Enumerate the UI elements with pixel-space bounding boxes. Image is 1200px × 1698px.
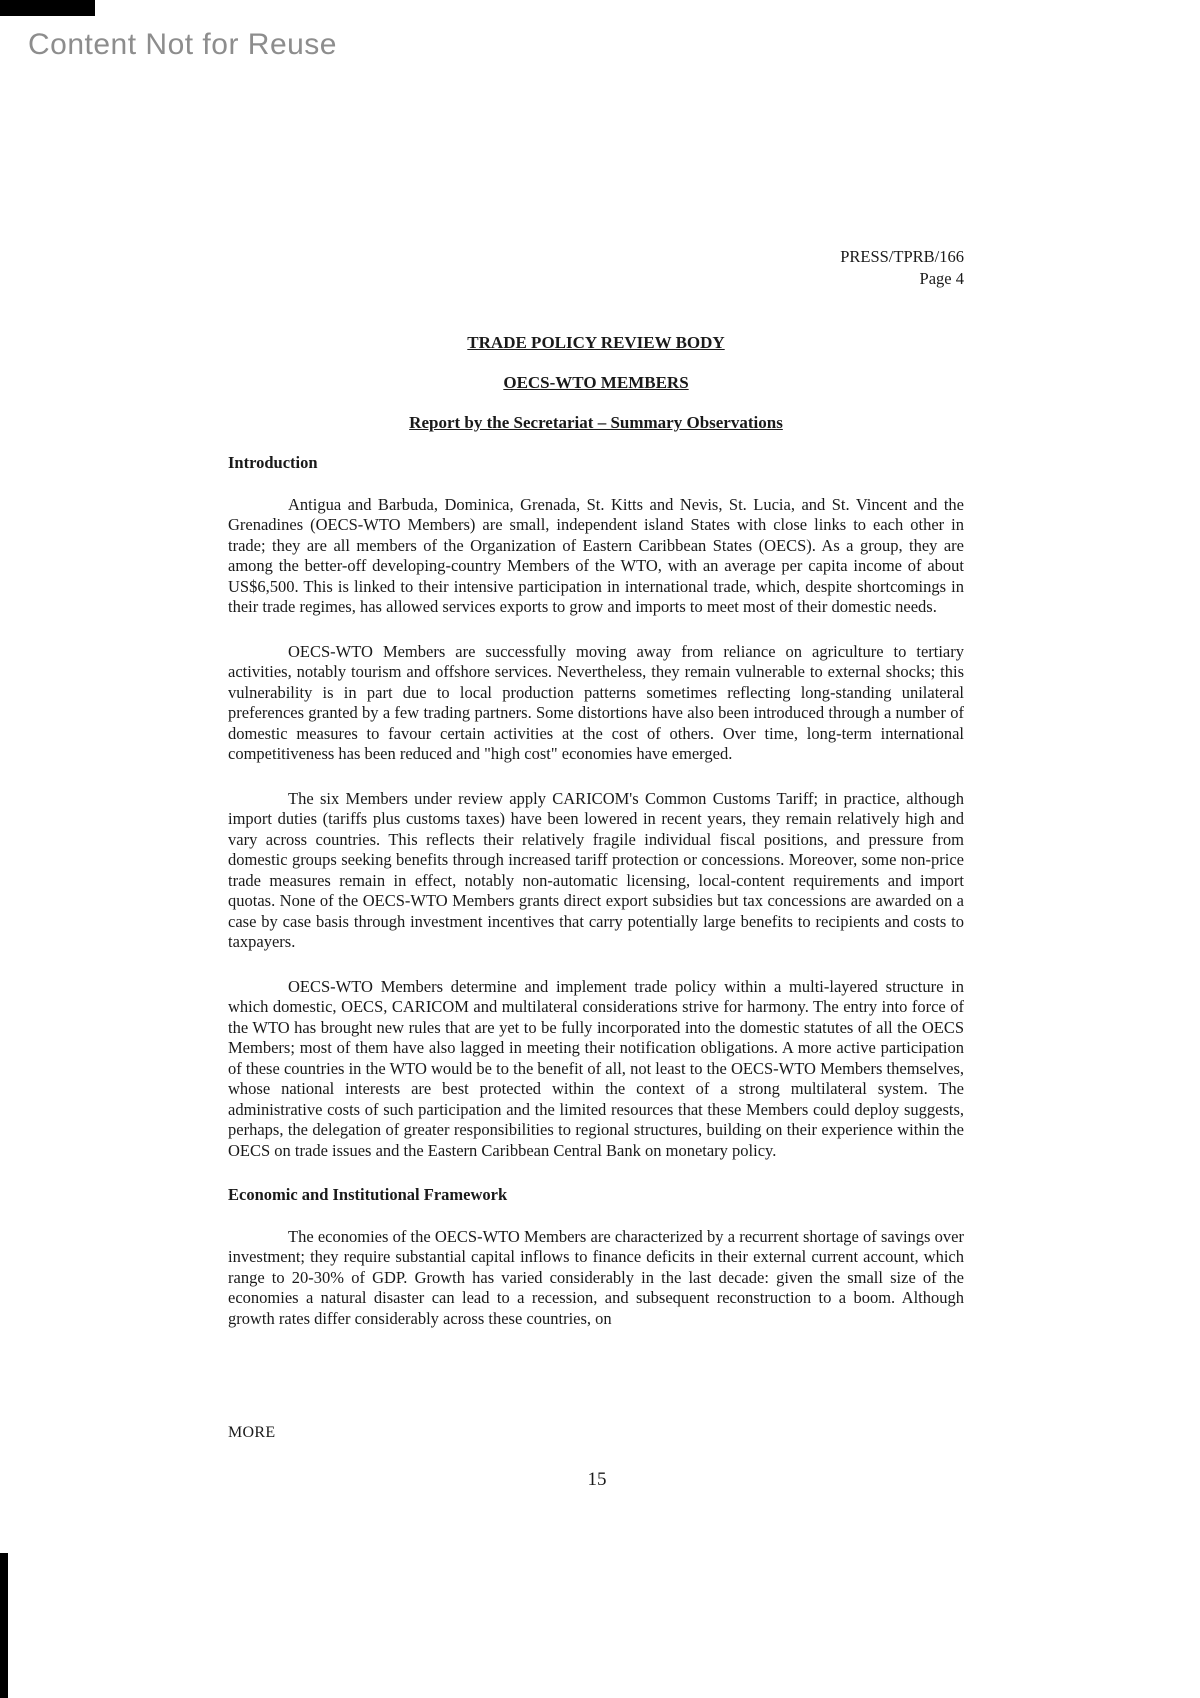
page-number: 15 (587, 1469, 607, 1490)
section-heading-economic-framework: Economic and Institutional Framework (228, 1185, 508, 1204)
paragraph-introduction-1: Antigua and Barbuda, Dominica, Grenada, St. Kitts and Nevis, St. Lucia, and St. Vincent and the Grenadines (OECS-WTO Members) are small, independent island States with close links to each other in trade; they are all members of the Organization of Eastern Caribbean States (OECS). As a group, they are among the better-off developing-country Members of the WTO, with an average per capita income of about US$6,500. This is linked to their intensive participation in international trade, which, despite shortcomings in their trade regimes, has allowed services exports to grow and imports to meet most of their domestic needs. (228, 494, 964, 616)
press-reference: PRESS/TPRB/166 (840, 247, 964, 266)
watermark: Content Not for Reuse (28, 28, 337, 61)
document-reference-block (840, 246, 964, 289)
paragraph-economic-1: The economies of the OECS-WTO Members are characterized by a recurrent shortage of savings over investment; they require substantial capital inflows to finance deficits in their external current account, which range to 20-30% of GDP. Growth has varied considerably in the last decade: given the small size of the economies a natural disaster can lead to a recession, and subsequent reconstruction to a boom. Although growth rates differ considerably across these countries, on (228, 1226, 964, 1328)
continuation-marker: MORE (228, 1424, 276, 1441)
title-report-by-secretariat: Report by the Secretariat – Summary Observations (409, 413, 783, 432)
title-trade-policy-review-body: TRADE POLICY REVIEW BODY (467, 333, 725, 352)
scan-artifact-left-edge (0, 1553, 8, 1698)
paragraph-introduction-2: OECS-WTO Members are successfully moving away from reliance on agriculture to tertiary activities, notably tourism and offshore services. Nevertheless, they remain vulnerable to external shocks; this vulnerability is in part due to local production patterns sometimes reflecting long-standing unilateral preferences granted by a few trading partners. Some distortions have also been introduced through a number of domestic measures to favour certain activities at the cost of others. Over time, long-term international competitiveness has been reduced and "high cost" economies have emerged. (228, 641, 964, 763)
scan-artifact-top-left (0, 0, 95, 16)
document-body (228, 453, 964, 1353)
title-block (228, 333, 964, 453)
paragraph-introduction-3: The six Members under review apply CARICOM's Common Customs Tariff; in practice, although import duties (tariffs plus customs taxes) have been lowered in recent years, they remain relatively high and vary across countries. This reflects their relatively fragile individual fiscal positions, and pressure from domestic groups seeking benefits through increased tariff protection or concessions. Moreover, some non-price trade measures remain in effect, notably non-automatic licensing, local-content requirements and import quotas. None of the OECS-WTO Members grants direct export subsidies but tax concessions are awarded on a case by case basis through investment incentives that carry potentially large benefits to recipients and costs to taxpayers. (228, 788, 964, 951)
title-oecs-wto-members: OECS-WTO MEMBERS (503, 373, 689, 392)
page-label: Page 4 (919, 268, 964, 288)
section-heading-introduction: Introduction (228, 453, 318, 472)
paragraph-introduction-4: OECS-WTO Members determine and implement trade policy within a multi-layered structure in which domestic, OECS, CARICOM and multilateral considerations strive for harmony. The entry into force of the WTO has brought new rules that are yet to be fully incorporated into the domestic statutes of all the OECS Members; most of them have also lagged in meeting their notification obligations. A more active participation of these countries in the WTO would be to the benefit of all, not least to the OECS-WTO Members themselves, whose national interests are best protected within the context of a strong multilateral system. The administrative costs of such participation and the limited resources that these Members could deploy suggests, perhaps, the delegation of greater responsibilities to regional structures, building on their experience within the OECS on trade issues and the Eastern Caribbean Central Bank on monetary policy. (228, 976, 964, 1160)
